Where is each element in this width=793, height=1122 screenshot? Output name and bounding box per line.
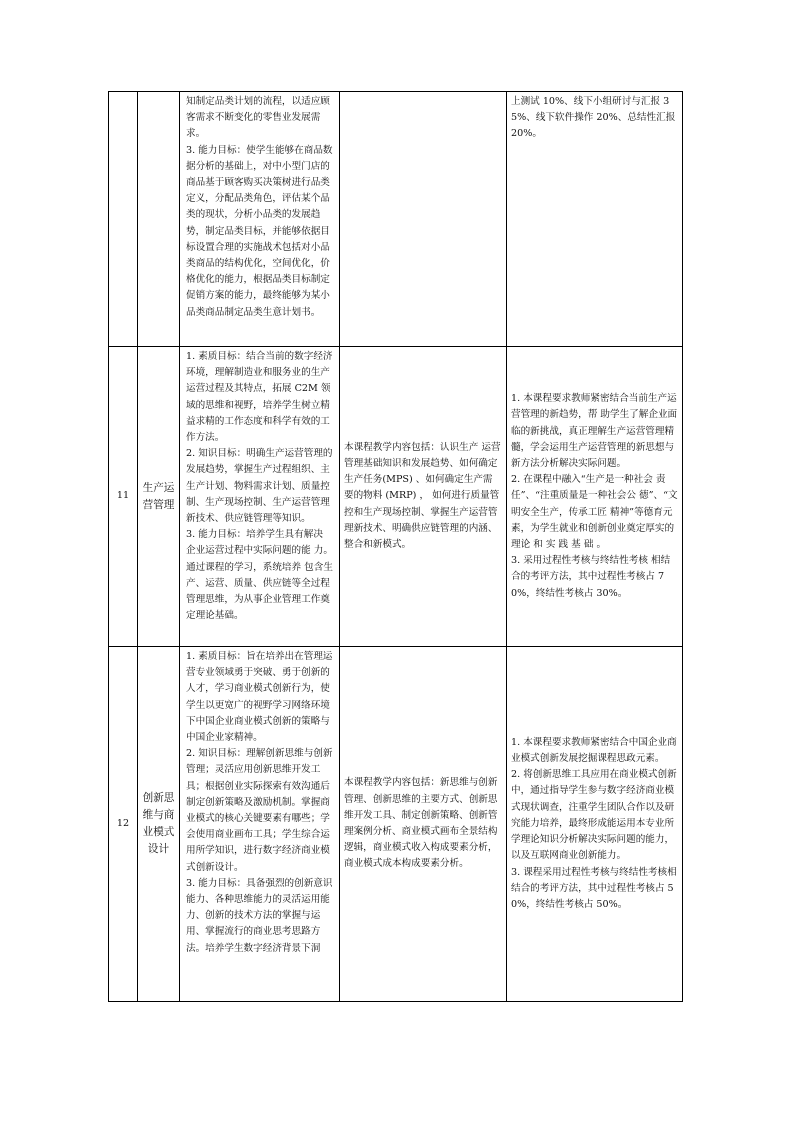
requirements-cell <box>507 347 683 647</box>
course-table <box>108 91 683 1002</box>
requirement-text: 3. 采用过程性考核与终结性考核 相结合的考评方法，其中过程性考核占 70%，终结性考核占 30%。 <box>511 555 671 599</box>
course-number-cell <box>109 92 138 347</box>
table-row <box>109 92 683 347</box>
requirement-text: 上测试 10%、线下小组研讨与汇报 35%、线下软件操作 20%、总结性汇报 20%。 <box>511 96 676 140</box>
requirements-cell <box>507 92 683 347</box>
table-row <box>109 647 683 1002</box>
requirement-text: 2. 在课程中融入“生产是一种社会 责任”、“注重质量是一种社会公 德”、“文明安全生产，传承工匠 精神”等德育元素，为学生就业和创新创业奠定厚实的理论 和 实 践 基 础 。 <box>511 474 678 550</box>
requirements-cell <box>507 647 683 1002</box>
objective-text: 2. 知识目标：理解创新思维与创新管理；灵活应用创新思维开发工具；根据创业实际探索有效沟通后制定创新策略及激励机制。掌握商业模式的核心关键要素有哪些；学会使用商业画布工具；学生综合运用所学知识，进行数字经济商业模式创新设计。 <box>186 748 333 873</box>
objective-text: 3. 能力目标：使学生能够在商品数据分析的基础上，对中小型门店的商品基于顾客购买决策树进行品类定义，分配品类角色，评估某个品类的现状，分析小品类的发展趋势，制定品类目标，并能够依据目标设置合理的实施战术包括对小品类商品的结构优化，空间优化，价格优化的能力，根据品类目标制定促销方案的能力，最终能够为某小品类商品制定品类生意计划书。 <box>186 144 333 318</box>
objective-text: 3. 能力目标：培养学生具有解决 企业运营过程中实际问题的能 力。通过课程的学习，系统培养 包含生产、运营、质量、供应链等全过程管理思维，为从事企业管理工作奠定理论基础。 <box>186 529 333 622</box>
content-cell: 本课程教学内容包括：认识生产 运营管理基础知识和发展趋势、如何确定生产任务(MPS) 、如何确定生产需要的物料 (MRP) ， 如何进行质量管控和生产现场控制、掌握生产运营管理新技术、明确供应链管理的内涵、整合和新模式。 <box>340 347 507 647</box>
course-number-cell: 12 <box>109 647 138 1002</box>
requirement-text: 1. 本课程要求教师紧密结合当前生产运营管理的新趋势，帮 助学生了解企业面临的新挑战，真正理解生产运营管理精髓，学会运用生产运营管理的新思想与新方法分析解决实际问题。 <box>511 393 678 469</box>
content-cell: 本课程教学内容包括：新思维与创新管理、创新思维的主要方式、创新思维开发工具、制定创新策略、创新管理案例分析、商业模式画布全景结构逻辑，商业模式收入构成要素分析，商业模式成本构成要素分析。 <box>340 647 507 1002</box>
requirement-text: 1. 本课程要求教师紧密结合中国企业商业模式创新发展挖掘课程思政元素。 <box>511 736 677 765</box>
objectives-cell <box>180 347 340 647</box>
objective-text: 知制定品类计划的流程，以适应顾客需求不断变化的零售业发展需求。 <box>186 96 330 140</box>
requirement-text: 3. 课程采用过程性考核与终结性考核相结合的考评方法，其中过程性考核占 50%，终结性考核占 50%。 <box>511 866 677 910</box>
course-number-cell: 11 <box>109 347 138 647</box>
table-row <box>109 347 683 647</box>
objectives-cell <box>180 647 340 1002</box>
objective-text: 3. 能力目标：具备强烈的创新意识能力、各种思维能力的灵活运用能力、创新的技术方法的掌握与运用、掌握流行的商业思考思路方法。培养学生数字经济背景下洞 <box>186 877 333 954</box>
course-name-cell: 生产运营管理 <box>138 347 180 647</box>
requirement-text: 2. 将创新思维工具应用在商业模式创新中，通过指导学生参与数字经济商业模式现状调查，注重学生团队合作以及研究能力培养，最终形成能运用本专业所学理论知识分析解决实际问题的能力，以及互联网商业创新能力。 <box>511 769 677 862</box>
objective-text: 2. 知识目标：明确生产运营管理的发展趋势，掌握生产过程组织、主生产计划、物料需求计划、质量控制、生产现场控制、生产运营管理新技术、供应链管理等知识。 <box>186 448 333 525</box>
objective-text: 1. 素质目标：结合当前的数字经济环境，理解制造业和服务业的生产运营过程及其特点，拓展 C2M 领域的思维和视野，培养学生树立精益求精的工作态度和科学有效的工作方法。 <box>186 351 333 444</box>
course-name-cell <box>138 92 180 347</box>
objectives-cell <box>180 92 340 347</box>
course-name-cell: 创新思维与商业模式设计 <box>138 647 180 1002</box>
objective-text: 1. 素质目标：旨在培养出在管理运营专业领域勇于突破、勇于创新的人才，学习商业模式创新行为，使学生以更宽广的视野学习网络环境下中国企业商业模式创新的策略与中国企业家精神。 <box>186 651 333 744</box>
content-cell <box>340 92 507 347</box>
